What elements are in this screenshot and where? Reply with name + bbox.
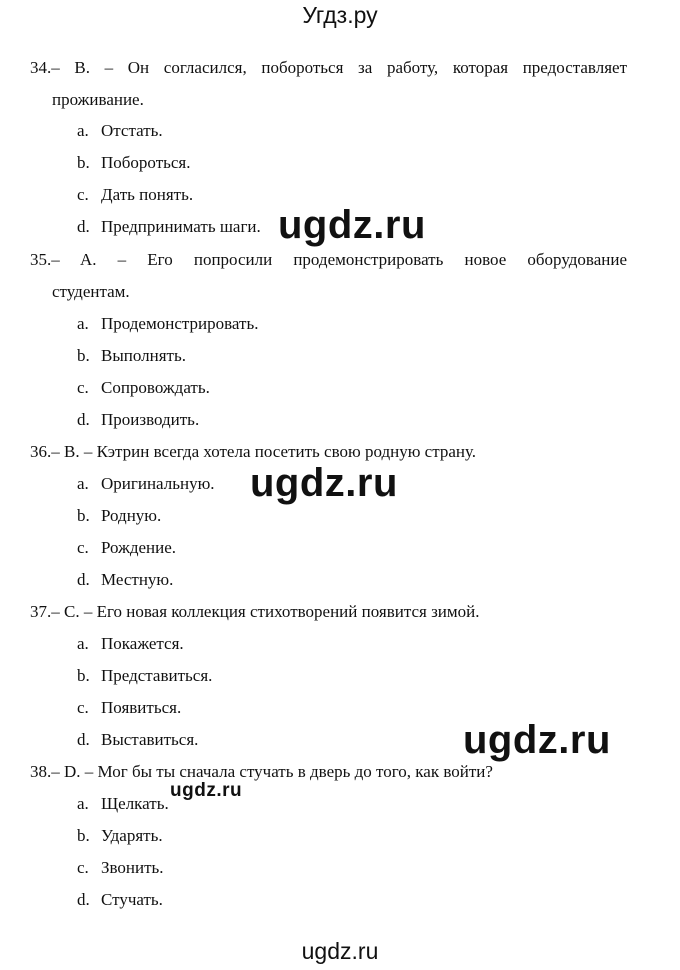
option-letter: b. [77, 346, 90, 365]
option-text: Побороться. [101, 153, 191, 172]
question-34-option-c [77, 185, 193, 205]
option-text: Выполнять. [101, 346, 186, 365]
question-34-option-d [77, 217, 261, 237]
question-38-option-c [77, 858, 164, 878]
option-letter: a. [77, 121, 89, 140]
watermark: ugdz.ru [463, 718, 611, 762]
option-letter: a. [77, 634, 89, 653]
watermark: ugdz.ru [250, 461, 398, 505]
option-letter: c. [77, 538, 89, 557]
watermark: ugdz.ru [170, 780, 243, 801]
question-36-option-b [77, 506, 161, 526]
option-letter: a. [77, 474, 89, 493]
option-text: Оригинальную. [101, 474, 215, 493]
question-37-option-a [77, 634, 184, 654]
option-letter: a. [77, 794, 89, 813]
question-34-option-b [77, 153, 191, 173]
option-text: Предпринимать шаги. [101, 217, 261, 236]
option-text: Выставиться. [101, 730, 199, 749]
site-footer: ugdz.ru [301, 938, 379, 964]
question-37-option-d [77, 730, 198, 750]
question-36-option-c [77, 538, 176, 558]
option-letter: b. [77, 153, 90, 172]
option-letter: c. [77, 378, 89, 397]
option-letter: c. [77, 698, 89, 717]
option-text: Дать понять. [101, 185, 194, 204]
option-text: Производить. [101, 410, 200, 429]
question-35-option-c [77, 378, 210, 398]
option-text: Местную. [101, 570, 174, 589]
question-34-option-a [77, 121, 163, 141]
option-letter: c. [77, 858, 89, 877]
question-38-option-d [77, 890, 163, 910]
question-36-text: 36.– B. – Кэтрин всегда хотела посетить свою родную страну. [30, 442, 477, 461]
site-header-title: Угдз.ру [302, 2, 378, 28]
question-38-option-a [77, 794, 169, 814]
option-letter: d. [77, 730, 90, 749]
question-35-option-a [77, 314, 258, 334]
question-37-option-b [77, 666, 212, 686]
option-text: Покажется. [101, 634, 184, 653]
question-34-text: 34.– B. – Он согласился, побороться за работу, которая предоставляет [30, 58, 627, 77]
question-36-option-a [77, 474, 215, 494]
option-letter: d. [77, 217, 90, 236]
option-text: Ударять. [101, 826, 163, 845]
option-text: Появиться. [101, 698, 182, 717]
question-34-text-continued: проживание. [52, 90, 144, 109]
option-text: Отстать. [101, 121, 163, 140]
option-text: Продемонстрировать. [101, 314, 259, 333]
option-letter: d. [77, 890, 90, 909]
question-38-option-b [77, 826, 163, 846]
question-35-option-b [77, 346, 186, 366]
question-35-option-d [77, 410, 199, 430]
question-35-text-continued: студентам. [52, 282, 130, 301]
option-letter: b. [77, 826, 90, 845]
question-38-text: 38.– D. – Мог бы ты сначала стучать в дверь до того, как войти? [30, 762, 493, 781]
option-text: Сопровождать. [101, 378, 210, 397]
question-37-text: 37.– C. – Его новая коллекция стихотворений появится зимой. [30, 602, 480, 621]
question-36-option-d [77, 570, 173, 590]
option-text: Представиться. [101, 666, 213, 685]
option-letter: c. [77, 185, 89, 204]
option-letter: a. [77, 314, 89, 333]
option-text: Рождение. [101, 538, 177, 557]
watermark: ugdz.ru [278, 203, 426, 247]
option-letter: d. [77, 410, 90, 429]
option-text: Родную. [101, 506, 162, 525]
option-letter: d. [77, 570, 90, 589]
option-letter: b. [77, 506, 90, 525]
option-text: Щелкать. [101, 794, 169, 813]
option-letter: b. [77, 666, 90, 685]
question-37-option-c [77, 698, 181, 718]
option-text: Звонить. [101, 858, 164, 877]
option-text: Стучать. [101, 890, 163, 909]
question-35-text: 35.– A. – Его попросили продемонстрировать новое оборудование [30, 250, 627, 269]
